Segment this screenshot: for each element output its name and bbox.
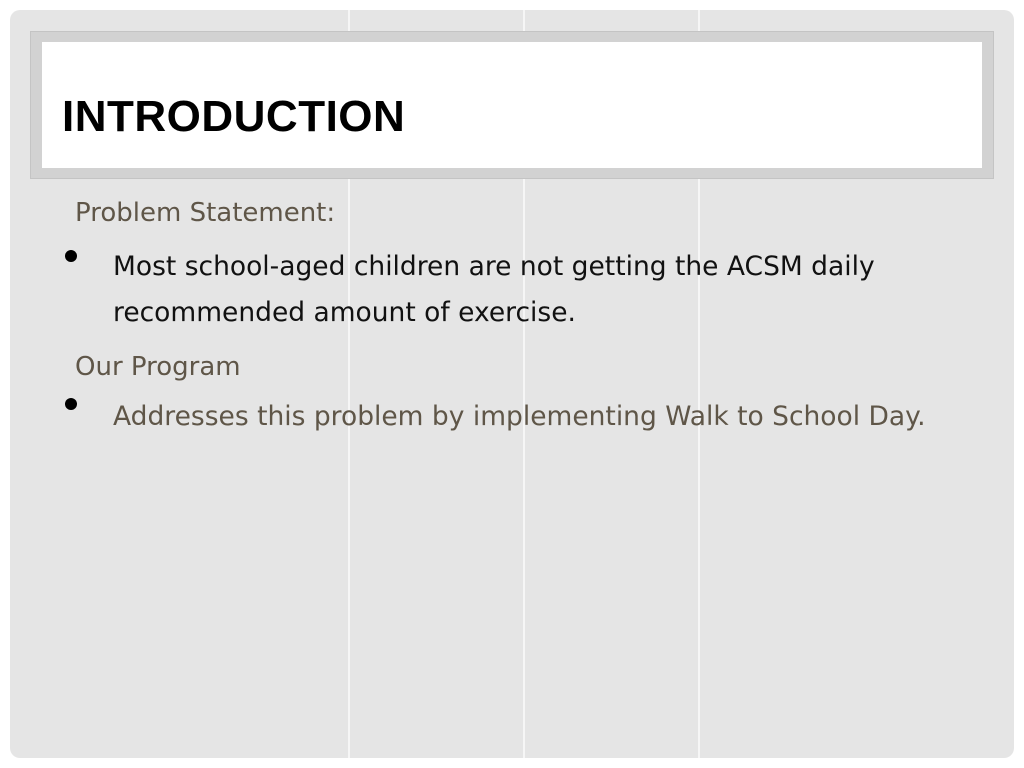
bullet-icon — [65, 250, 77, 262]
slide-title: INTRODUCTION — [62, 92, 406, 141]
our-program-label: Our Program — [75, 352, 241, 382]
problem-statement-bullet: Most school-aged children are not getting the ACSM daily recommended amount of exercise. — [113, 251, 875, 328]
bullet-icon — [65, 398, 77, 410]
slide-content — [10, 10, 1014, 758]
slide — [10, 10, 1014, 758]
problem-statement-label: Problem Statement: — [75, 198, 336, 228]
our-program-bullet: Addresses this problem by implementing Walk to School Day. — [113, 401, 926, 432]
